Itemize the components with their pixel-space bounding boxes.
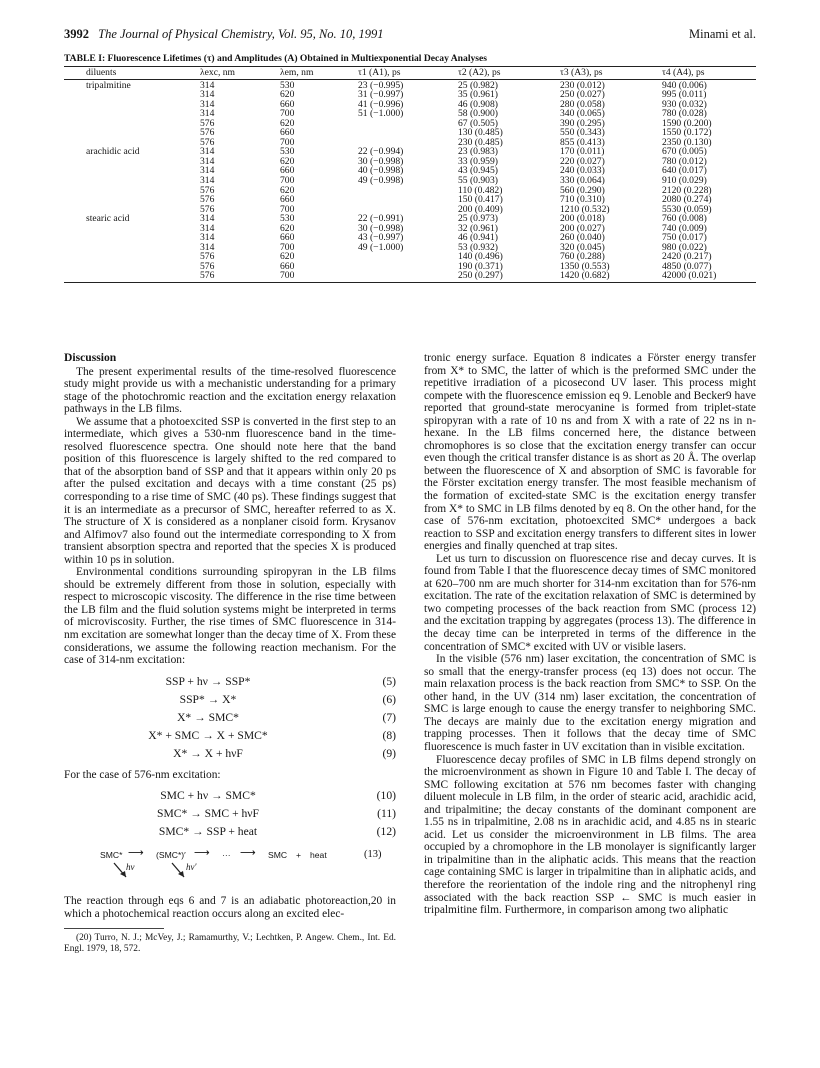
table-cell: 576 [200,127,215,139]
photon-label: hν [126,862,135,873]
table-cell: 700 [280,203,295,215]
diluent-cell [64,195,194,205]
diluent-cell [64,262,194,272]
table-cell: 576 [200,117,215,129]
table-cell: 576 [200,203,215,215]
table-cell: 750 (0.017) [662,232,707,244]
table-cell: 42000 (0.021) [656,271,756,282]
table-cell: 30 (−0.998) [358,155,404,167]
table-row [64,224,756,234]
table-cell: 280 (0.058) [560,98,605,110]
table-cell: 58 (0.900) [458,108,498,120]
table-cell: 620 [280,184,295,196]
column-header: τ3 (A3), ps [554,67,656,80]
column-header: τ2 (A2), ps [452,67,554,80]
table-row [64,119,756,129]
left-column [64,352,396,955]
table-cell: 22 (−0.994) [358,146,404,158]
table-cell: 140 (0.496) [458,251,503,263]
table-cell: 320 (0.045) [560,241,605,253]
table-cell: 23 (−0.995) [358,79,404,91]
table-cell: 1590 (0.200) [662,117,712,129]
equation-number: (13) [364,849,382,861]
table-cell: 250 (0.297) [452,271,554,282]
table-cell: 41 (−0.996) [358,98,404,110]
running-header [64,27,756,43]
table-cell: 576 [194,271,274,282]
column-header: τ4 (A4), ps [656,67,756,80]
table-cell: 930 (0.032) [662,98,707,110]
table-cell: 33 (0.959) [458,155,498,167]
diluent-cell: stearic acid [86,213,130,225]
diluent-cell [64,224,194,234]
table-cell: 660 [280,98,295,110]
section-heading: Discussion [64,351,117,364]
table-cell: 53 (0.932) [458,241,498,253]
table-cell: 780 (0.012) [662,155,707,167]
table-cell: 314 [200,241,215,253]
arrow-icon: ⟶ [240,847,256,860]
table-cell: 35 (0.961) [458,89,498,101]
table-cell: 576 [200,260,215,272]
table-cell: 576 [200,136,215,148]
table-cell: 855 (0.413) [560,136,605,148]
table-cell: 700 [274,271,352,282]
table-cell: 995 (0.011) [662,89,707,101]
column-header: λem, nm [274,67,352,80]
table-cell: 314 [200,108,215,120]
table-cell: 46 (0.941) [458,232,498,244]
table-cell: 620 [280,89,295,101]
diluent-cell [64,252,194,262]
paragraph: Let us turn to discussion on fluorescence rise and decay curves. It is found from Table I that the fluorescence decay times of SMC monitored at 620–700 nm are much shorter for 314-nm excitation than for 576-nm excitation. The rate of the excitation relaxation of SMC is determined by two competing processes of the back reaction from SMC (process 12) and the excitation trapping by aggregates (process 13). The difference in the decay time can be interpreted in terms of the difference in the concentration of SMC* excited with UV or visible lasers. [424,552,756,653]
table-cell: 43 (0.945) [458,165,498,177]
table-row [64,157,756,167]
table-cell: 5530 (0.059) [662,203,712,215]
table-cell: 1420 (0.682) [554,271,656,282]
table-row [64,233,756,243]
table-cell: 660 [280,127,295,139]
journal-citation: The Journal of Physical Chemistry, Vol. 95, No. 10, 1991 [98,27,384,41]
scheme-plus: + [296,850,302,861]
table-header-row [64,67,756,80]
table-cell: 260 (0.040) [560,232,605,244]
table-cell: 230 (0.485) [458,136,503,148]
scheme-species: SMC* [100,850,123,861]
arrow-icon: ⟶ [128,847,144,860]
diluent-cell [64,205,194,215]
fluorescence-lifetimes-table [64,66,756,283]
table-row [64,186,756,196]
table-cell: 220 (0.027) [560,155,605,167]
table-row [64,166,756,176]
table-cell: 620 [280,251,295,263]
table-cell: 700 [280,108,295,120]
photon-label: hν′ [186,862,197,873]
table-cell: 25 (0.982) [458,79,498,91]
equation: X* → X + hνF (9) [173,746,396,760]
table-cell: 700 [280,136,295,148]
table-row [64,195,756,205]
table-cell: 23 (0.983) [458,146,498,158]
table-cell: 576 [200,184,215,196]
equation: SSP + hν → SSP* (5) [165,674,396,688]
scheme-species: SMC [268,850,288,861]
equations-314nm [64,673,396,763]
table-cell: 620 [280,222,295,234]
equation: X* + SMC → X + SMC* (8) [148,728,396,742]
table-cell: 620 [280,117,295,129]
page-number: 3992 [64,27,89,41]
diluent-cell: arachidic acid [86,146,140,158]
table-cell: 530 [280,79,295,91]
table-cell: 660 [280,260,295,272]
diluent-cell [64,119,194,129]
table-cell: 314 [200,79,215,91]
table-cell: 314 [200,222,215,234]
diluent-cell [64,233,194,243]
diluent-cell: tripalmitine [86,79,131,91]
table-cell: 530 [280,213,295,225]
table-cell: 390 (0.295) [560,117,605,129]
table-cell [352,262,452,272]
table-cell [352,271,452,282]
table-cell: 55 (0.903) [458,175,498,187]
column-header: τ1 (A1), ps [352,67,452,80]
table-cell: 230 (0.012) [560,79,605,91]
table-cell: 620 [280,155,295,167]
table-cell: 700 [280,175,295,187]
table-cell: 4850 (0.077) [662,260,712,272]
table-cell: 980 (0.022) [662,241,707,253]
table-cell: 710 (0.310) [560,194,605,206]
table-cell: 46 (0.908) [458,98,498,110]
table-cell: 530 [280,146,295,158]
table-row [64,176,756,186]
table-cell: 110 (0.482) [458,184,503,196]
diluent-cell [64,166,194,176]
paragraph: We assume that a photoexcited SSP is converted in the first step to an intermediate, which gives a 530-nm fluorescence band in the time-resolved fluorescence spectra. One should note here that the band position of this fluorescence is largely shifted to the red compared to that of the absorption band of SSP and that it appears within only 20 ps after the pulsed excitation and decays with a time constant (25 ps) corresponding to a rise time of SMC (40 ps). These findings suggest that it is an intermediate as a precursor of SMC, hereafter referred to as X. The structure of X is considered as a nonplaner cisoid form. Krysanov and Alfimov7 also found out the intermediate corresponding to X from transient absorption spectra and reported that the species X is produced within 10 ps in solution. [64,415,396,566]
table-row [64,109,756,119]
table-cell: 67 (0.505) [458,117,498,129]
table-cell: 560 (0.290) [560,184,605,196]
table-cell: 130 (0.485) [458,127,503,139]
table-row [64,252,756,262]
table-cell [352,186,452,196]
table-cell: 760 (0.288) [560,251,605,263]
equation: SMC* → SMC + hνF (11) [157,807,396,821]
table-cell: 2420 (0.217) [662,251,712,263]
table-cell: 640 (0.017) [662,165,707,177]
table-label: TABLE I: [64,53,106,64]
table-cell: 200 (0.409) [458,203,503,215]
table-cell: 550 (0.343) [560,127,605,139]
paragraph: Fluorescence decay profiles of SMC in LB films depend strongly on the microenvironment as shown in Figure 10 and Table I. The decay of SMC following excitation at 576 nm becomes faster with changing diluent molecule in LB film, in the order of stearic acid, arachidic acid, and tripalmitine; the decay constants of the dominant component are 1.55 ns in tripalmitine, 2.08 ns in arachidic acid, and 4.85 ns in stearic acid. Let us consider the microenvironment in LB films. The area occupied by a chromophore in the LB monolayer is significantly larger in tripalmitine than in the aliphatic acids. This means that the reaction cage containing SMC is larger in tripalmitine than in aliphatic acids, and therefore the reorientation of the indole ring and the nitrophenyl ring associated with the back reaction SSP ← SMC is much easier in tripalmitine film. Furthermore, in comparison among two aliphatic [424,753,756,917]
diluent-cell [64,243,194,253]
scheme-dots: ··· [222,850,231,861]
diluent-cell [64,100,194,110]
table-cell: 200 (0.027) [560,222,605,234]
paragraph: tronic energy surface. Equation 8 indicates a Förster energy transfer from X* to SMC, the latter of which is the preformed SMC under the repetitive irradiation of a picosecond UV laser. This process might compete with the fluorescence emission eq 9. Lenoble and Becker9 have reported that ground-state merocyanine is formed from triplet-state spiropyran with a rate of 10 ns and from X with a rate of 22 ns in n-hexane. In the LB films concerned here, the distance between chromophores is so close that the excitation energy transfer can occur even though the critical transfer distance is as short as 20 Å. The overlap between the fluorescence of X and absorption of SMC is favorable for the Förster excitation energy transfer. The most feasible mechanism of the formation of excited-state SMC is the excitation energy transfer from X* to SMC in LB films denoted by eq 8. On the other hand, for the case of 576-nm excitation, photoexcited SMC* undergoes a back reaction to SSP and excitation energy transfers to different sites in lower energies and finally quenched at trap sites. [424,352,756,553]
table-cell: 760 (0.008) [662,213,707,225]
diluent-cell [64,128,194,138]
reaction-scheme-13 [64,847,396,887]
footnote-rule [64,928,164,929]
table-cell: 660 [280,194,295,206]
diluent-cell [64,157,194,167]
table-cell: 700 [280,241,295,253]
table-row [64,79,756,90]
table-cell: 660 [280,165,295,177]
equation: SMC + hν → SMC* (10) [160,789,396,803]
table-cell: 43 (−0.997) [358,232,404,244]
table-row [64,90,756,100]
table-cell [352,119,452,129]
table-cell: 250 (0.027) [560,89,605,101]
diluent-cell [64,186,194,196]
arrow-icon: ⟶ [194,847,210,860]
table-cell: 49 (−0.998) [358,175,404,187]
table-row [64,205,756,215]
table-cell: 40 (−0.998) [358,165,404,177]
table-cell: 340 (0.065) [560,108,605,120]
table-cell: 910 (0.029) [662,175,707,187]
table-caption [64,53,756,64]
table-cell: 314 [200,155,215,167]
equation: SSP* → X* (6) [179,692,396,706]
table-cell: 30 (−0.998) [358,222,404,234]
diluent-cell [64,109,194,119]
table-cell: 660 [280,232,295,244]
equation: SMC* → SSP + heat (12) [158,825,396,839]
footnote: (20) Turro, N. J.; McVey, J.; Ramamurthy, V.; Lechtken, P. Angew. Chem., Int. Ed. Engl. 1979, 18, 572. [64,933,396,955]
table-cell: 314 [200,232,215,244]
table-title: Fluorescence Lifetimes (τ) and Amplitudes (A) Obtained in Multiexponential Decay Analyses [107,53,488,64]
paragraph: The present experimental results of the time-resolved fluorescence study might provide us with a mechanistic understanding for a primary stage of the photochromic reaction and the excitation energy relaxation pathways in the LB films. [64,365,396,416]
table-cell: 32 (0.961) [458,222,498,234]
table-cell: 51 (−1.000) [358,108,404,120]
table-row [64,100,756,110]
table-cell: 670 (0.005) [662,146,707,158]
table-cell [352,128,452,138]
table-cell [352,195,452,205]
table-cell: 314 [200,98,215,110]
table-cell: 240 (0.033) [560,165,605,177]
table-row [64,214,756,224]
table-cell: 1550 (0.172) [662,127,712,139]
paragraph: In the visible (576 nm) laser excitation, the concentration of SMC is so small that the energy-transfer process (eq 13) does not occur. The main relaxation process is the back reaction from SMC* to SSP. On the other hand, in the UV (314 nm) laser excitation, the concentration of SMC is large enough to cause the energy transfer to neighboring SMC. The decays are mainly due to the excitation energy migration and trapping processes. Then it follows that the decay time of SMC fluorescence is much faster in UV excitation than in visible excitation. [424,653,756,753]
scheme-species: (SMC*)′ [156,850,186,861]
table-cell: 170 (0.011) [560,146,605,158]
table-cell: 49 (−1.000) [358,241,404,253]
table-cell: 1210 (0.532) [560,203,610,215]
table-cell: 576 [200,251,215,263]
table-row [64,262,756,272]
table-row [64,147,756,157]
diluent-cell [64,176,194,186]
table-cell: 330 (0.064) [560,175,605,187]
table-row [64,243,756,253]
table-cell: 25 (0.973) [458,213,498,225]
case-576-label: For the case of 576-nm excitation: [64,768,221,781]
table-cell: 314 [200,175,215,187]
equations-576nm [64,787,396,841]
table-cell: 150 (0.417) [458,194,503,206]
table-cell: 314 [200,165,215,177]
table-row [64,271,756,282]
equation: X* → SMC* (7) [177,710,396,724]
diluent-cell [64,90,194,100]
running-authors: Minami et al. [689,27,756,41]
table-cell: 740 (0.009) [662,222,707,234]
paragraph: The reaction through eqs 6 and 7 is an adiabatic photoreaction,20 in which a photochemical reaction occurs along an excited elec- [64,895,396,920]
table-cell: 780 (0.028) [662,108,707,120]
table-row [64,138,756,148]
column-header: diluents [64,67,194,80]
scheme-heat: heat [310,850,327,861]
table-cell: 314 [200,89,215,101]
table-cell [352,252,452,262]
table-cell: 314 [200,146,215,158]
column-header: λexc, nm [194,67,274,80]
table-cell: 940 (0.006) [662,79,707,91]
right-column [424,352,756,917]
table-row [64,128,756,138]
table-cell: 190 (0.371) [458,260,503,272]
table-cell: 576 [200,194,215,206]
table-cell: 2080 (0.274) [662,194,712,206]
table-cell: 22 (−0.991) [358,213,404,225]
table-cell: 314 [200,213,215,225]
table-cell: 2350 (0.130) [662,136,712,148]
diluent-cell [64,271,194,282]
table-cell: 1350 (0.553) [560,260,610,272]
paragraph: Environmental conditions surrounding spiropyran in the LB films should be extremely different from those in solution, especially with respect to microscopic viscosity. The difference in the rise time between the LB film and the fluid solution systems might be interpreted in terms of microviscosity. Further, the rise times of SMC fluorescence in 314-nm excitation are somewhat longer than the decay time of X. From these considerations, we assume the following reaction mechanism. For the case of 314-nm excitation: [64,566,396,667]
table-cell: 2120 (0.228) [662,184,712,196]
table-cell: 200 (0.018) [560,213,605,225]
table-cell: 31 (−0.997) [358,89,404,101]
